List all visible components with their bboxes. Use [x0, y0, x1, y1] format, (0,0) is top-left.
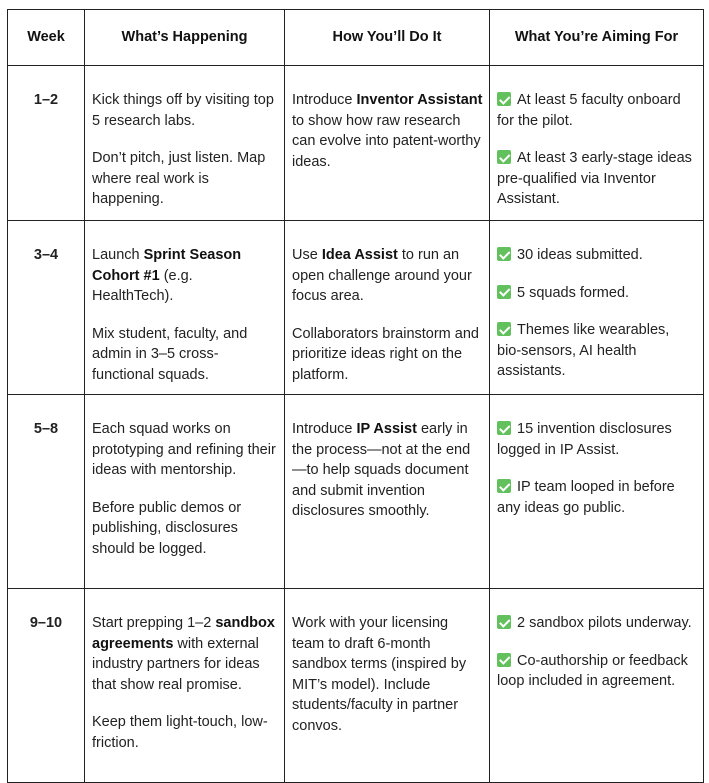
header-aiming-for: What You’re Aiming For — [490, 10, 704, 66]
rollout-plan-table — [7, 9, 704, 783]
table-row — [8, 66, 704, 221]
week-cell: 3–4 — [8, 221, 85, 395]
how-text: Introduce IP Assist early in the process—not at the end—to help squads document and submit invention disclosures smoothly. — [292, 421, 471, 519]
cohort-name: Sprint Season Cohort #1 — [92, 247, 242, 284]
happening-text: Don’t pitch, just listen. Map where real work is happening. — [92, 150, 266, 207]
goal-item: 15 invention disclosures logged in IP Assist. — [497, 421, 672, 458]
check-box-icon — [497, 653, 511, 667]
check-box-icon — [497, 322, 511, 336]
goal-item: 30 ideas submitted. — [497, 245, 697, 266]
table-row — [8, 589, 704, 783]
header-row — [8, 10, 704, 66]
header-whats-happening: What’s Happening — [85, 10, 285, 66]
goal-item: Co-authorship or feedback loop included in agreement. — [497, 652, 688, 689]
check-box-icon — [497, 479, 511, 493]
tool-name: Inventor Assistant — [356, 92, 483, 108]
goals-cell — [490, 221, 704, 395]
header-how: How You’ll Do It — [285, 10, 490, 66]
how-text: Introduce Inventor Assistant to show how raw research can evolve into patent-worthy ideas. — [292, 92, 483, 170]
header-week: Week — [8, 10, 85, 66]
week-cell: 5–8 — [8, 395, 85, 589]
tool-name: IP Assist — [356, 421, 417, 437]
goal-item: At least 5 faculty onboard for the pilot. — [497, 92, 681, 129]
happening-text: Start prepping 1–2 sandbox agreements with external industry partners for ideas that show real promise. — [92, 615, 275, 693]
happening-text: Launch Sprint Season Cohort #1 (e.g. HealthTech). — [92, 247, 242, 304]
how-cell — [285, 589, 490, 783]
agreement-name: sandbox agreements — [92, 615, 275, 652]
check-box-icon — [497, 285, 511, 299]
happening-cell — [85, 395, 285, 589]
happening-cell — [85, 221, 285, 395]
week-cell: 1–2 — [8, 66, 85, 221]
happening-text: Keep them light-touch, low-friction. — [92, 714, 268, 751]
goal-item: IP team looped in before any ideas go public. — [497, 479, 675, 516]
check-box-icon — [497, 247, 511, 261]
week-cell: 9–10 — [8, 589, 85, 783]
happening-cell — [85, 66, 285, 221]
happening-text: Each squad works on prototyping and refining their ideas with mentorship. — [92, 421, 276, 478]
goals-cell — [490, 589, 704, 783]
happening-cell — [85, 589, 285, 783]
goal-item: 2 sandbox pilots underway. — [497, 613, 697, 634]
how-text: Collaborators brainstorm and prioritize ideas right on the platform. — [292, 325, 479, 383]
check-box-icon — [497, 421, 511, 435]
tool-name: Idea Assist — [321, 247, 398, 263]
happening-text: Kick things off by visiting top 5 research labs. — [92, 92, 274, 129]
how-cell — [285, 66, 490, 221]
goal-item: Themes like wearables, bio-sensors, AI health assistants. — [497, 322, 670, 379]
goals-cell — [490, 395, 704, 589]
goal-item: At least 3 early-stage ideas pre-qualified via Inventor Assistant. — [497, 150, 692, 207]
how-text: Work with your licensing team to draft 6-month sandbox terms (inspired by MIT’s model). Include students/faculty in partner convos. — [292, 615, 467, 734]
goals-cell — [490, 66, 704, 221]
how-cell — [285, 221, 490, 395]
goal-item: 5 squads formed. — [497, 283, 697, 304]
happening-text: Mix student, faculty, and admin in 3–5 cross-functional squads. — [92, 325, 248, 383]
how-text: Use Idea Assist to run an open challenge around your focus area. — [292, 247, 472, 304]
check-box-icon — [497, 92, 511, 106]
how-cell — [285, 395, 490, 589]
happening-text: Before public demos or publishing, disclosures should be logged. — [92, 499, 242, 557]
table-row — [8, 395, 704, 589]
check-box-icon — [497, 615, 511, 629]
check-box-icon — [497, 150, 511, 164]
table-row — [8, 221, 704, 395]
